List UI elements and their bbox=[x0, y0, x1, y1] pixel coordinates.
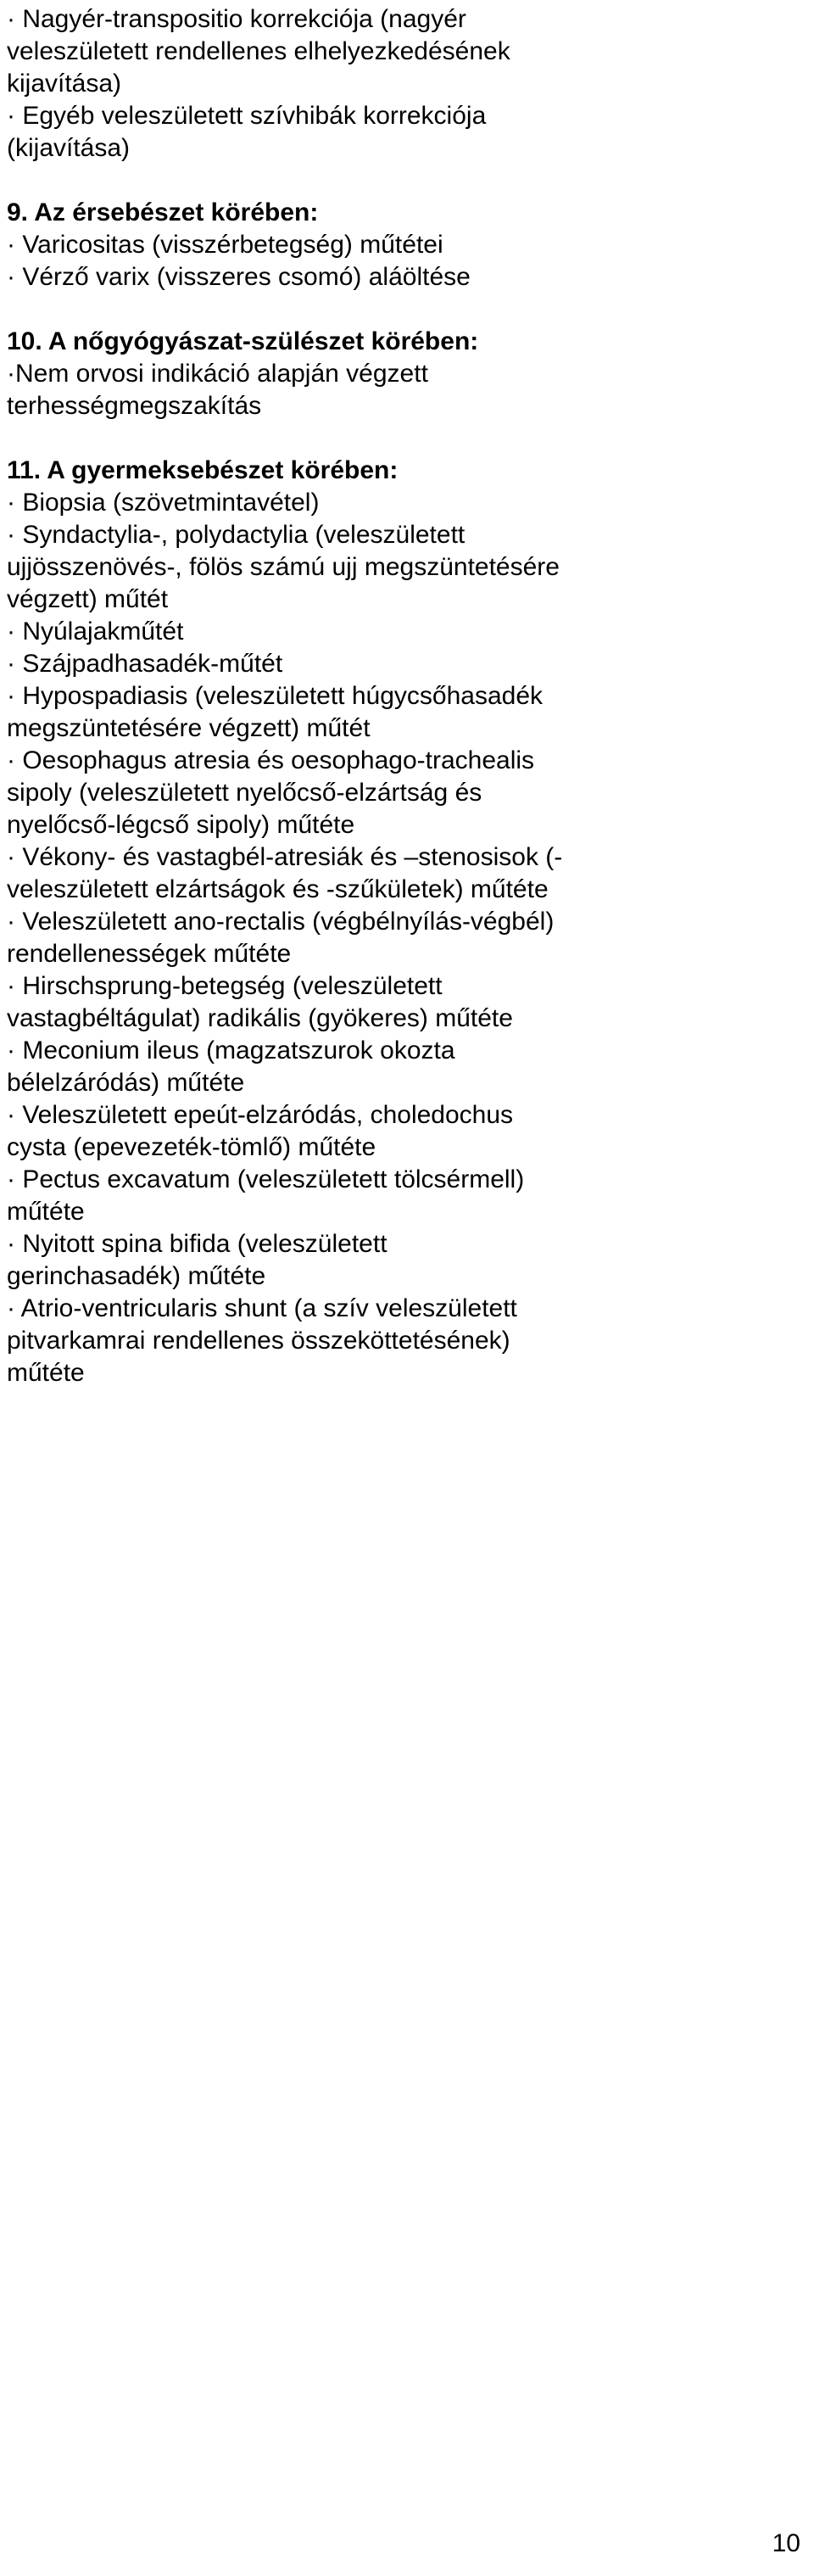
section-heading: 10. A nőgyógyászat-szülészet körében: bbox=[7, 327, 479, 355]
text-line: · Pectus excavatum (veleszületett tölcsérmell) bbox=[7, 1165, 525, 1193]
text-line: pitvarkamrai rendellenes összeköttetésének) bbox=[7, 1327, 510, 1355]
text-line: · Varicositas (visszérbetegség) műtétei bbox=[7, 231, 443, 259]
text-line: · Hirschsprung-betegség (veleszületett bbox=[7, 972, 443, 1000]
section-heading: 9. Az érsebészet körében: bbox=[7, 198, 319, 226]
text-line: ujjösszenövés-, fölös számú ujj megszüntetésére bbox=[7, 553, 560, 581]
text-line: · Nyitott spina bifida (veleszületett bbox=[7, 1230, 387, 1258]
document-body bbox=[7, 3, 804, 1422]
text-line: veleszületett rendellenes elhelyezkedésének bbox=[7, 37, 510, 65]
text-line: · Biopsia (szövetmintavétel) bbox=[7, 489, 320, 517]
text-line: · Vérző varix (visszeres csomó) aláöltése bbox=[7, 263, 471, 291]
text-line: vastagbéltágulat) radikális (gyökeres) műtéte bbox=[7, 1004, 513, 1032]
text-line: · Hypospadiasis (veleszületett húgycsőhasadék bbox=[7, 682, 544, 710]
text-line: végzett) műtét bbox=[7, 585, 169, 613]
text-line: · Oesophagus atresia és oesophago-trachealis bbox=[7, 746, 535, 774]
text-line: · Syndactylia-, polydactylia (veleszületett bbox=[7, 521, 466, 549]
text-line: cysta (epevezeték-tömlő) műtéte bbox=[7, 1133, 376, 1161]
block-vascular-surgery bbox=[7, 197, 804, 293]
text-line: megszüntetésére végzett) műtét bbox=[7, 714, 371, 742]
text-line: kijavítása) bbox=[7, 70, 122, 98]
text-line: · Nyúlajakműtét bbox=[7, 617, 184, 645]
text-line: műtéte bbox=[7, 1359, 85, 1387]
page-number: 10 bbox=[772, 2529, 800, 2557]
text-line: (kijavítása) bbox=[7, 134, 131, 162]
text-line: · Vékony- és vastagbél-atresiák és –stenosisok (- bbox=[7, 843, 563, 871]
text-line: · Meconium ileus (magzatszurok okozta bbox=[7, 1037, 455, 1064]
text-line: veleszületett elzártságok és -szűkületek) műtéte bbox=[7, 875, 549, 903]
section-heading: 11. A gyermeksebészet körében: bbox=[7, 456, 399, 484]
block-gynecology-obstetrics bbox=[7, 326, 804, 422]
text-line: · Veleszületett ano-rectalis (végbélnyílás-végbél) bbox=[7, 908, 555, 936]
text-line: nyelőcső-légcső sipoly) műtéte bbox=[7, 811, 355, 839]
text-line: gerinchasadék) műtéte bbox=[7, 1262, 266, 1290]
text-line: rendellenességek műtéte bbox=[7, 940, 292, 968]
text-line: bélelzáródás) műtéte bbox=[7, 1069, 245, 1097]
text-line: · Veleszületett epeút-elzáródás, choledochus bbox=[7, 1101, 514, 1129]
block-pediatric-surgery bbox=[7, 455, 804, 1389]
text-line: ·Nem orvosi indikáció alapján végzett bbox=[7, 360, 428, 388]
text-line: · Egyéb veleszületett szívhibák korrekciója bbox=[7, 102, 487, 130]
text-line: sipoly (veleszületett nyelőcső-elzártság és bbox=[7, 779, 482, 807]
text-line: · Szájpadhasadék-műtét bbox=[7, 650, 283, 678]
text-line: terhességmegszakítás bbox=[7, 392, 262, 420]
block-continuation bbox=[7, 3, 804, 165]
text-line: · Atrio-ventricularis shunt (a szív veleszületett bbox=[7, 1294, 517, 1322]
text-line: műtéte bbox=[7, 1198, 85, 1226]
text-line: · Nagyér-transpositio korrekciója (nagyér bbox=[7, 5, 466, 33]
